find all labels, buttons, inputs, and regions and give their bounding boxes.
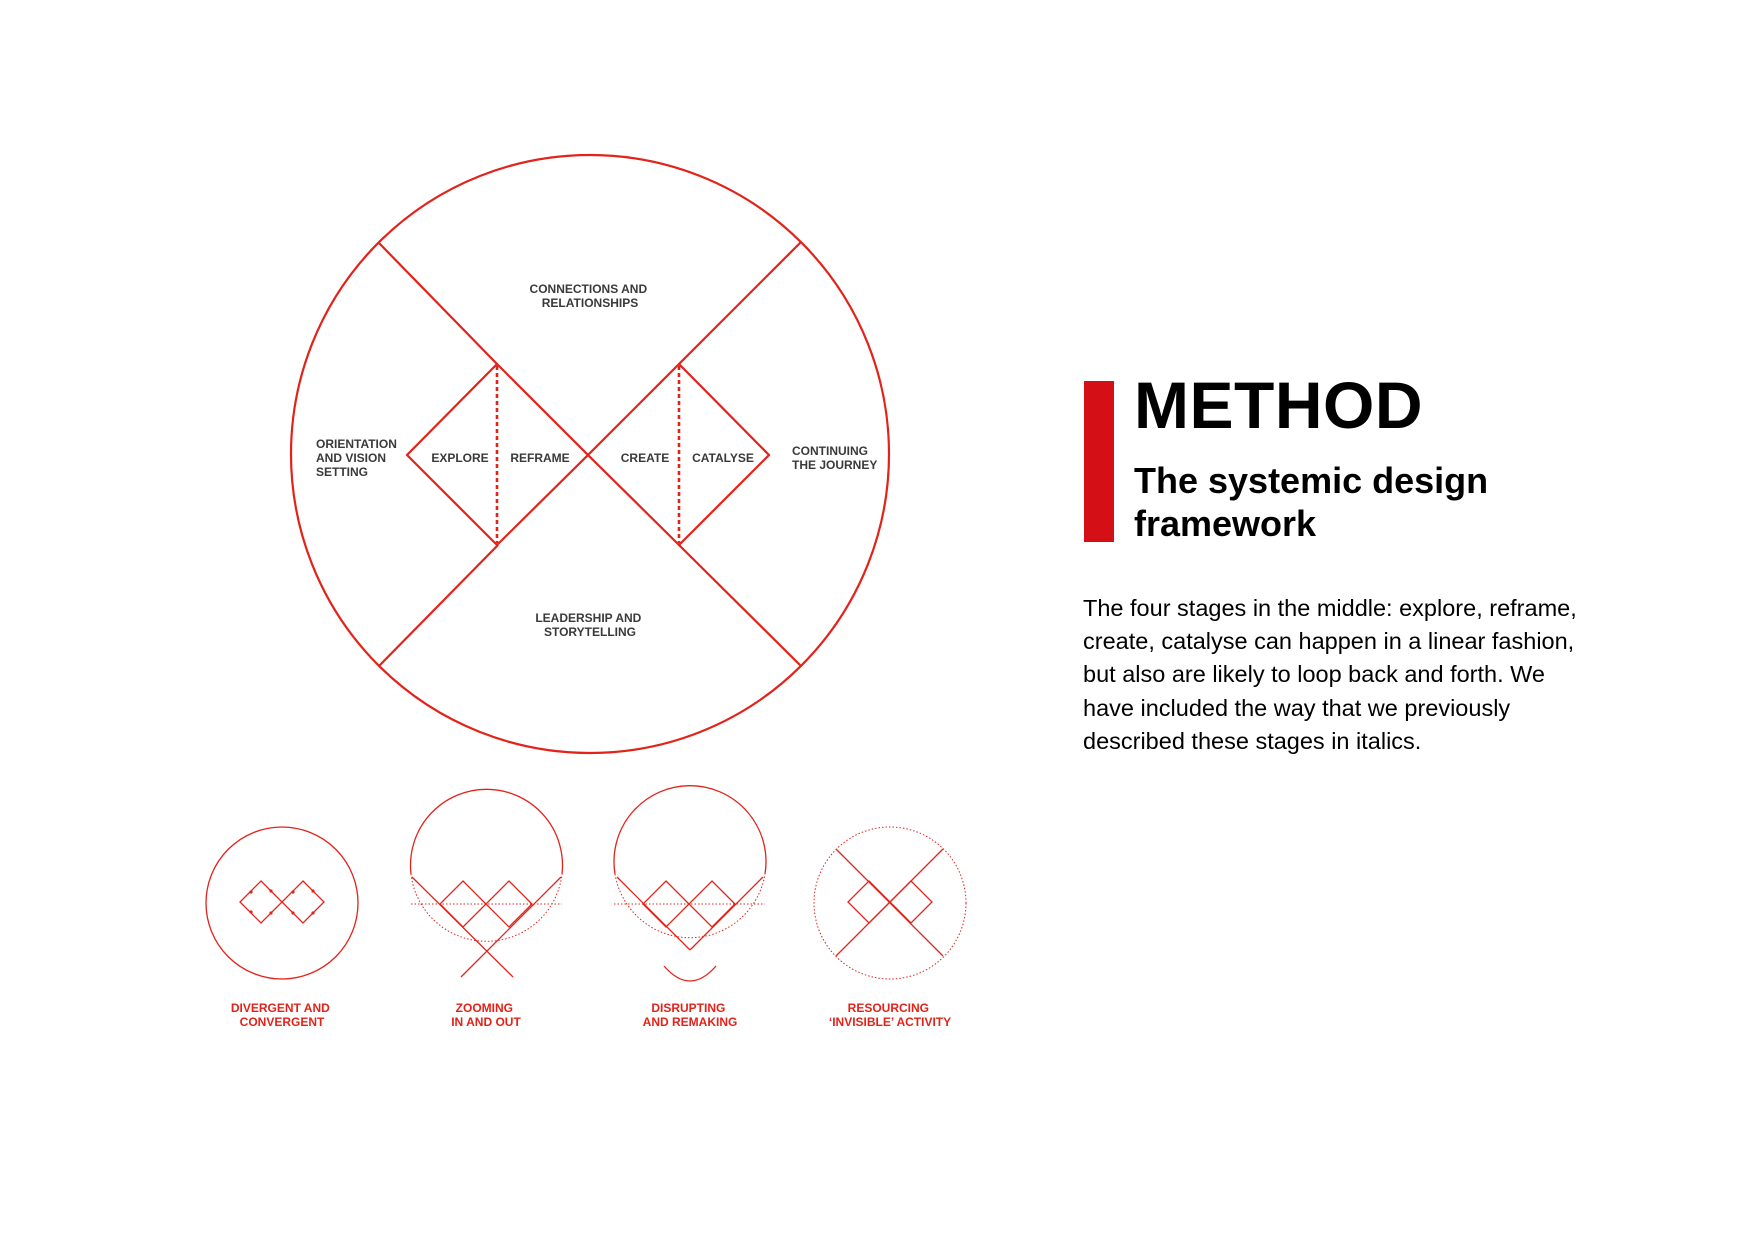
principle-label-2: ZOOMING IN AND OUT [451,1001,521,1029]
arrow-reframe-back [546,479,564,497]
label-connections: CONNECTIONS AND RELATIONSHIPS [529,282,648,310]
arrow-explore-back [448,497,482,531]
resourcing-icon [814,827,966,979]
stage-create: CREATE [620,451,670,465]
page-title: METHOD [1134,368,1423,442]
arrow-create-up [612,399,644,431]
framework-labels [316,282,877,639]
arrow-reframe-down [525,392,543,410]
divider-bottom-right [679,545,801,666]
accent-bar [1084,381,1114,542]
zooming-icon [410,789,562,977]
stage-explore: EXPLORE [431,451,489,465]
arrow-create-back [628,495,664,531]
divider-top-right [679,242,801,364]
principle-label-3: DISRUPTING AND REMAKING [642,1001,738,1029]
arrow-catalyse-back [725,479,745,499]
stage-catalyse: CATALYSE [692,451,754,465]
label-orientation: ORIENTATION AND VISION SETTING [316,437,397,479]
principle-label-1: DIVERGENT AND CONVERGENT [230,1001,330,1029]
arrow-catalyse-down [707,392,727,412]
disrupting-icon [614,786,766,981]
page-subtitle: The systemic design framework [1134,460,1489,544]
divider-top-left [378,242,497,364]
divider-bottom-left [379,545,498,666]
principle-label-4: RESOURCING ‘INVISIBLE’ ACTIVITY [828,1001,952,1029]
stage-reframe: REFRAME [510,451,570,465]
principle-labels [231,1001,951,1029]
divergent-convergent-icon [206,827,358,979]
label-continuing: CONTINUING THE JOURNEY [792,444,878,472]
description-text: The four stages in the middle: explore, reframe, create, catalyse can happen in a linear fashion, but also are likely to loop back and forth. We have included the way that we previously described these stages in italics. [1083,595,1577,754]
arrow-explore-up [446,398,464,416]
label-leadership: LEADERSHIP AND STORYTELLING [535,611,642,639]
